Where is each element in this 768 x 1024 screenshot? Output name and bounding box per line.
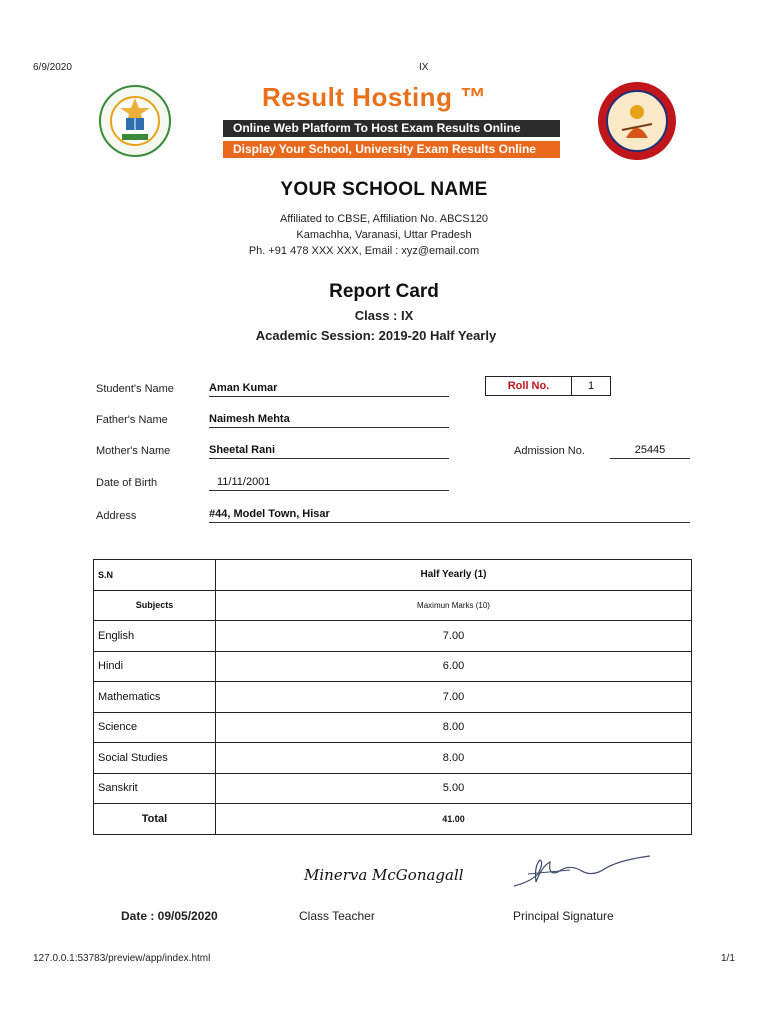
subject-cell: Sanskrit	[94, 773, 216, 804]
table-row	[94, 743, 692, 774]
teacher-signature	[300, 852, 464, 892]
print-date: 6/9/2020	[33, 62, 72, 73]
father-name-value: Naimesh Mehta	[209, 413, 449, 428]
subject-cell: Hindi	[94, 651, 216, 682]
table-row	[94, 621, 692, 652]
total-value: 41.00	[216, 804, 692, 835]
max-marks-header: Maximun Marks (10)	[216, 590, 692, 621]
print-page-number: 1/1	[721, 953, 735, 964]
print-title: IX	[419, 62, 429, 73]
school-saraswati-seal-icon	[596, 80, 678, 162]
subject-cell: English	[94, 621, 216, 652]
address-label: Address	[96, 510, 137, 522]
roll-number-value: 1	[587, 380, 595, 392]
table-row	[94, 682, 692, 713]
table-total-row	[94, 804, 692, 835]
banner-display-results: Display Your School, University Exam Results Online	[223, 141, 560, 158]
table-row	[94, 712, 692, 743]
table-row	[94, 651, 692, 682]
table-row	[94, 773, 692, 804]
mark-cell: 6.00	[216, 651, 692, 682]
brand-title: Result Hosting ™	[262, 82, 487, 112]
student-name-value: Aman Kumar	[209, 382, 449, 397]
banner-online-platform: Online Web Platform To Host Exam Results Online	[223, 120, 560, 137]
mark-cell: 7.00	[216, 621, 692, 652]
subject-cell: Science	[94, 712, 216, 743]
total-label: Total	[94, 804, 216, 835]
report-date: Date : 09/05/2020	[121, 909, 218, 923]
marks-table	[93, 559, 692, 835]
dob-label: Date of Birth	[96, 477, 158, 489]
subject-cell: Social Studies	[94, 743, 216, 774]
subjects-header: Subjects	[94, 590, 216, 621]
address-value: #44, Model Town, Hisar	[209, 508, 690, 523]
teacher-signature-text: Minerva McGonagall	[304, 866, 464, 884]
sn-header: S.N	[94, 560, 216, 591]
affiliation-line: Affiliated to CBSE, Affiliation No. ABCS120	[279, 213, 489, 225]
principal-signature-label: Principal Signature	[513, 909, 614, 923]
roll-number-label: Roll No.	[486, 377, 572, 395]
mark-cell: 5.00	[216, 773, 692, 804]
roll-number-box	[485, 376, 611, 396]
mark-cell: 8.00	[216, 712, 692, 743]
principal-signature-icon	[510, 852, 660, 892]
table-header-row	[94, 560, 692, 591]
admission-number-label: Admission No.	[514, 445, 585, 457]
student-name-label: Student's Name	[96, 383, 174, 395]
class-teacher-label: Class Teacher	[299, 909, 375, 923]
session-line: Academic Session: 2019-20 Half Yearly	[255, 328, 497, 343]
contact-line: Ph. +91 478 XXX XXX, Email : xyz@email.com	[248, 245, 480, 257]
admission-number-value: 25445	[610, 444, 690, 459]
table-subheader-row	[94, 590, 692, 621]
class-line: Class : IX	[354, 308, 414, 323]
mother-name-value: Sheetal Rani	[209, 444, 449, 459]
subject-cell: Mathematics	[94, 682, 216, 713]
report-card-title: Report Card	[329, 281, 439, 302]
exam-header: Half Yearly (1)	[216, 560, 692, 591]
mark-cell: 8.00	[216, 743, 692, 774]
mark-cell: 7.00	[216, 682, 692, 713]
print-url: 127.0.0.1:53783/preview/app/index.html	[33, 953, 211, 964]
father-name-label: Father's Name	[96, 414, 168, 426]
mother-name-label: Mother's Name	[96, 445, 171, 457]
dob-value: 11/11/2001	[209, 476, 449, 491]
cbse-seal-logo-icon	[98, 84, 172, 158]
school-address-line: Kamachha, Varanasi, Uttar Pradesh	[296, 229, 472, 241]
school-name: YOUR SCHOOL NAME	[280, 179, 488, 200]
